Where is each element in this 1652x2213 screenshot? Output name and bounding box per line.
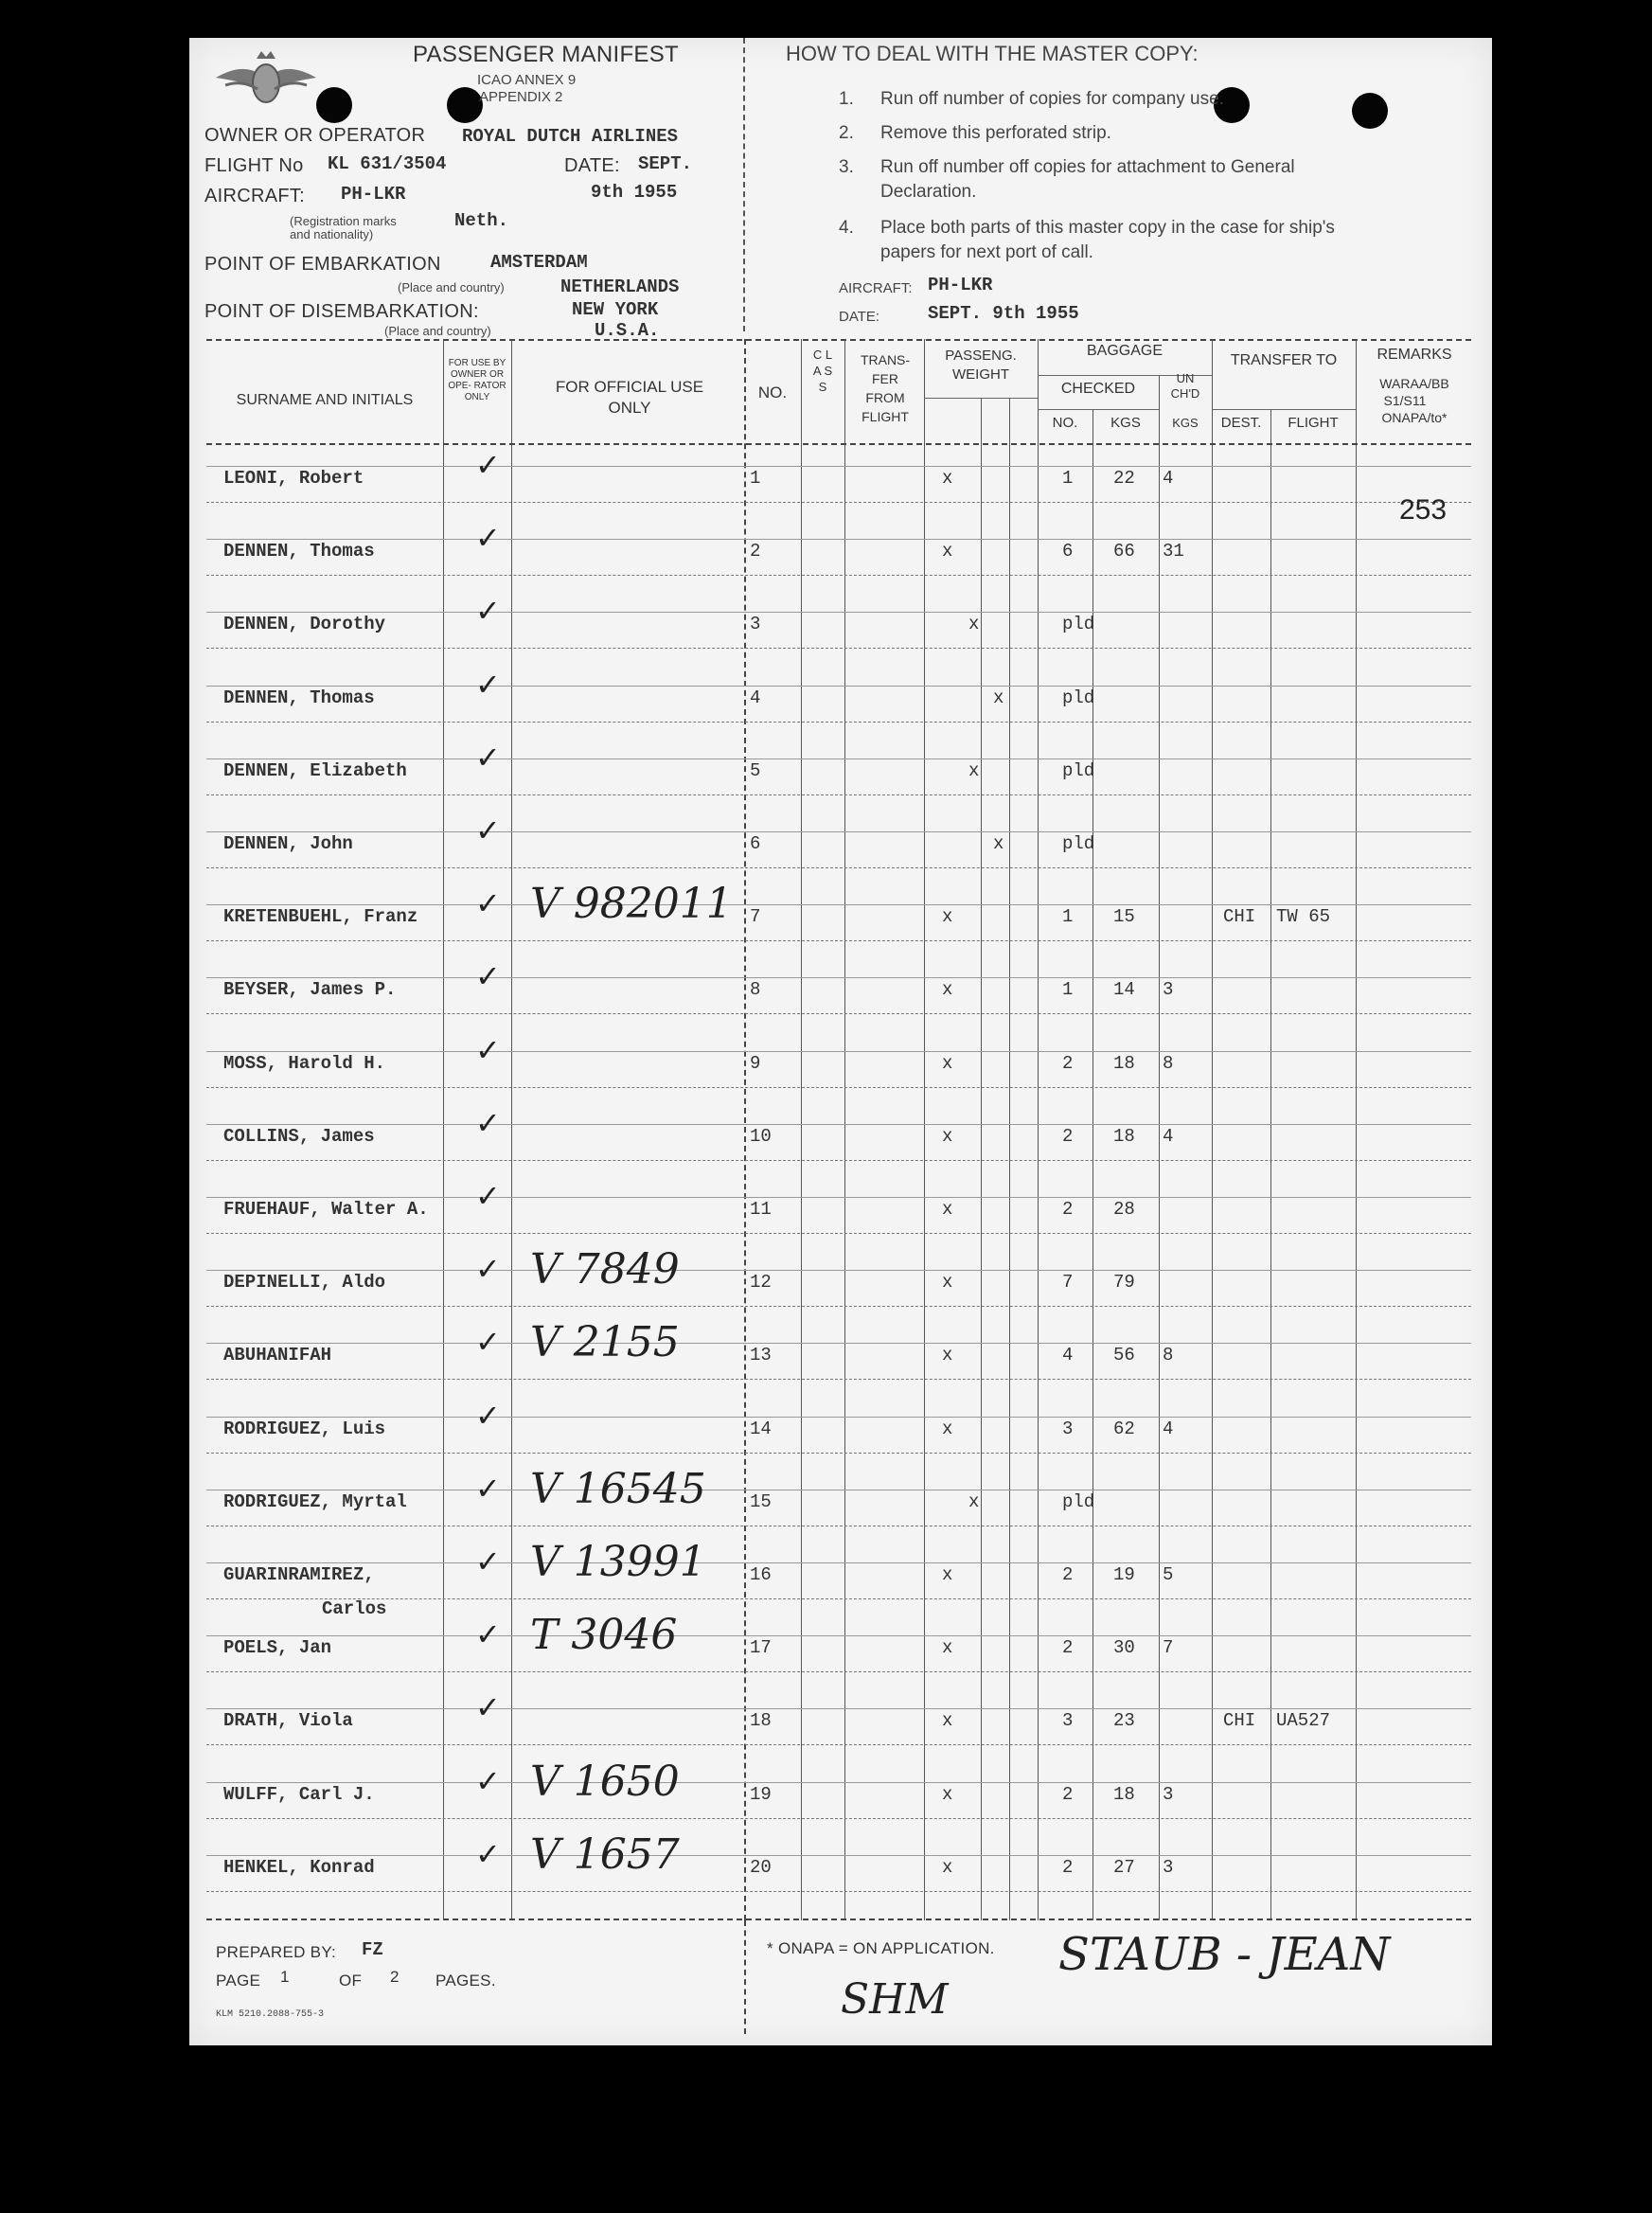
passenger-weight-mark: x bbox=[942, 906, 953, 928]
prepared-by-value: FZ bbox=[362, 1939, 383, 1960]
baggage-count: 7 bbox=[1062, 1272, 1074, 1294]
instruction-4-num: 4. bbox=[839, 218, 854, 238]
row-divider bbox=[206, 1343, 1471, 1344]
header-bag-no: NO. bbox=[1052, 415, 1078, 431]
disembarkation-label: POINT OF DISEMBARKATION: bbox=[204, 301, 479, 322]
embarkation-country: NETHERLANDS bbox=[560, 277, 680, 297]
baggage-kgs: 27 bbox=[1113, 1856, 1135, 1878]
baggage-kgs: 79 bbox=[1113, 1272, 1135, 1294]
row-divider bbox=[206, 1087, 1471, 1088]
col-line-weight bbox=[924, 339, 925, 1920]
passenger-weight-mark: x bbox=[942, 1564, 953, 1585]
header-kgs: KGS bbox=[1110, 415, 1141, 431]
owner-check-mark-icon: ✓ bbox=[475, 593, 501, 630]
owner-check-mark-icon: ✓ bbox=[475, 1470, 501, 1507]
passenger-name: MOSS, Harold H. bbox=[223, 1052, 386, 1074]
passenger-weight-mark: x bbox=[942, 1125, 953, 1147]
baggage-kgs: 14 bbox=[1113, 979, 1135, 1001]
owner-value: ROYAL DUTCH AIRLINES bbox=[462, 126, 679, 147]
owner-check-mark-icon: ✓ bbox=[475, 1031, 501, 1068]
passenger-no: 13 bbox=[750, 1345, 772, 1366]
row-divider bbox=[206, 1160, 1471, 1161]
baggage-kgs: 15 bbox=[1113, 906, 1135, 928]
unchecked-kgs: 31 bbox=[1163, 541, 1184, 562]
passenger-no: 12 bbox=[750, 1272, 772, 1294]
weight-header-line bbox=[924, 398, 1038, 399]
passenger-no: 17 bbox=[750, 1637, 772, 1659]
page-number-stamp: 253 bbox=[1399, 494, 1448, 526]
baggage-count: 2 bbox=[1062, 1637, 1074, 1659]
row-divider bbox=[206, 1598, 1471, 1599]
official-use-handwritten: V 982011 bbox=[530, 880, 733, 929]
aircraft-value: PH-LKR bbox=[341, 184, 406, 205]
passenger-weight-mark: x bbox=[942, 541, 953, 562]
passenger-weight-mark: x bbox=[942, 1052, 953, 1074]
page-label: PAGE bbox=[216, 1972, 261, 1990]
instruction-4-cont: papers for next port of call. bbox=[880, 242, 1093, 262]
passenger-weight-mark: x bbox=[942, 1199, 953, 1220]
col-line-owner-end bbox=[511, 339, 512, 1920]
row-divider bbox=[206, 1671, 1471, 1672]
unchecked-kgs: 3 bbox=[1163, 979, 1174, 1001]
form-subtitle-annex: ICAO ANNEX 9 bbox=[477, 72, 577, 88]
unchecked-kgs: 5 bbox=[1163, 1564, 1174, 1585]
disembarkation-city: NEW YORK bbox=[572, 299, 659, 320]
baggage-count: 2 bbox=[1062, 1783, 1074, 1805]
col-line-flight bbox=[1270, 409, 1271, 1920]
row-divider bbox=[206, 1013, 1471, 1014]
header-class: C L A S S bbox=[812, 348, 833, 394]
passenger-name: DENNEN, Elizabeth bbox=[223, 759, 407, 781]
col-line-transfer-to bbox=[1212, 339, 1213, 1920]
baggage-count: 2 bbox=[1062, 1052, 1074, 1074]
passenger-name: COLLINS, James bbox=[223, 1125, 375, 1147]
passenger-name: DENNEN, John bbox=[223, 833, 353, 854]
row-divider bbox=[206, 539, 1471, 540]
passenger-no: 6 bbox=[750, 833, 761, 854]
passenger-weight-mark: x bbox=[993, 833, 1004, 854]
header-baggage: BAGGAGE bbox=[1086, 343, 1164, 359]
row-divider bbox=[206, 722, 1471, 723]
passenger-weight-mark: x bbox=[942, 1710, 953, 1732]
of-value: 2 bbox=[390, 1968, 400, 1986]
baggage-count: 1 bbox=[1062, 468, 1074, 489]
row-divider bbox=[206, 1306, 1471, 1307]
baggage-kgs: 23 bbox=[1113, 1710, 1135, 1732]
passenger-name: KRETENBUEHL, Franz bbox=[223, 906, 418, 928]
baggage-count: pld bbox=[1062, 687, 1095, 708]
baggage-count: 2 bbox=[1062, 1125, 1074, 1147]
signature-name: STAUB - JEAN bbox=[1058, 1928, 1391, 1981]
of-label: OF bbox=[339, 1972, 363, 1990]
header-surname: SURNAME AND INITIALS bbox=[236, 392, 414, 408]
header-transfer-from: TRANS- FER FROM FLIGHT bbox=[860, 352, 911, 424]
passenger-weight-mark: x bbox=[942, 1856, 953, 1878]
header-divider bbox=[743, 38, 745, 331]
passenger-name-continued: Carlos bbox=[322, 1598, 387, 1619]
flight-value: KL 631/3504 bbox=[328, 153, 447, 174]
date-value-month: SEPT. bbox=[638, 153, 693, 174]
owner-check-mark-icon: ✓ bbox=[475, 1835, 501, 1872]
baggage-count: 2 bbox=[1062, 1564, 1074, 1585]
passenger-no: 2 bbox=[750, 541, 761, 562]
header-no: NO. bbox=[757, 384, 788, 402]
header-remarks-s1: S1/S11 bbox=[1383, 393, 1427, 408]
klm-logo-icon bbox=[214, 44, 318, 119]
passenger-name: DEPINELLI, Aldo bbox=[223, 1272, 386, 1294]
official-use-handwritten: V 1657 bbox=[530, 1829, 680, 1879]
official-use-handwritten: V 2155 bbox=[530, 1318, 680, 1367]
transfer-flight: UA527 bbox=[1276, 1710, 1331, 1732]
row-divider bbox=[206, 686, 1471, 687]
col-line-baggage bbox=[1038, 339, 1039, 1920]
transfer-flight: TW 65 bbox=[1276, 906, 1331, 928]
row-divider bbox=[206, 1891, 1471, 1892]
passenger-no: 3 bbox=[750, 614, 761, 635]
row-divider bbox=[206, 648, 1471, 649]
unchecked-kgs: 3 bbox=[1163, 1783, 1174, 1805]
checked-header-line bbox=[1038, 409, 1159, 410]
passenger-name: BEYSER, James P. bbox=[223, 979, 397, 1001]
instruction-4-text: Place both parts of this master copy in the case for ship's bbox=[880, 218, 1335, 238]
passenger-no: 5 bbox=[750, 759, 761, 781]
baggage-count: 4 bbox=[1062, 1345, 1074, 1366]
passenger-no: 4 bbox=[750, 687, 761, 708]
row-divider bbox=[206, 1818, 1471, 1819]
header-remarks: REMARKS bbox=[1377, 347, 1452, 363]
passenger-weight-mark: x bbox=[942, 979, 953, 1001]
header-dest: DEST. bbox=[1220, 415, 1262, 431]
unchecked-kgs: 8 bbox=[1163, 1345, 1174, 1366]
baggage-count: 2 bbox=[1062, 1856, 1074, 1878]
pages-label: PAGES. bbox=[435, 1972, 496, 1990]
passenger-name: DENNEN, Thomas bbox=[223, 687, 375, 708]
unchecked-kgs: 4 bbox=[1163, 1418, 1174, 1439]
passenger-no: 9 bbox=[750, 1052, 761, 1074]
baggage-kgs: 66 bbox=[1113, 541, 1135, 562]
row-divider bbox=[206, 1453, 1471, 1454]
page-value: 1 bbox=[280, 1968, 290, 1986]
row-divider bbox=[206, 1855, 1471, 1856]
passenger-no: 11 bbox=[750, 1199, 772, 1220]
header-owner-use: FOR USE BY OWNER OR OPE- RATOR ONLY bbox=[448, 358, 506, 402]
passenger-name: POELS, Jan bbox=[223, 1637, 332, 1659]
row-divider bbox=[206, 1782, 1471, 1783]
header-remarks-onapa: ONAPA/to* bbox=[1381, 410, 1448, 425]
baggage-count: pld bbox=[1062, 614, 1095, 635]
signature-initials: SHM bbox=[841, 1975, 949, 2024]
passenger-no: 10 bbox=[750, 1125, 772, 1147]
row-divider bbox=[206, 904, 1471, 905]
passenger-name: DENNEN, Thomas bbox=[223, 541, 375, 562]
passenger-weight-mark: x bbox=[968, 614, 980, 635]
disembarkation-place-note: (Place and country) bbox=[384, 324, 491, 338]
col-line-no bbox=[744, 339, 746, 1920]
row-divider bbox=[206, 1562, 1471, 1563]
header-unchecked: UN CH'D bbox=[1170, 371, 1200, 401]
punch-hole bbox=[447, 87, 483, 123]
baggage-count: 3 bbox=[1062, 1418, 1074, 1439]
row-divider bbox=[206, 575, 1471, 576]
passenger-weight-mark: x bbox=[942, 1637, 953, 1659]
col-line-unchecked bbox=[1159, 375, 1160, 1920]
row-divider bbox=[206, 831, 1471, 832]
passenger-weight-mark: x bbox=[968, 1490, 980, 1512]
unchecked-kgs: 8 bbox=[1163, 1052, 1174, 1074]
passenger-name: RODRIGUEZ, Myrtal bbox=[223, 1490, 407, 1512]
unchecked-kgs: 3 bbox=[1163, 1856, 1174, 1878]
row-divider bbox=[206, 502, 1471, 503]
registration-note-1: (Registration marks bbox=[290, 214, 397, 228]
baggage-kgs: 18 bbox=[1113, 1783, 1135, 1805]
owner-check-mark-icon: ✓ bbox=[475, 812, 501, 848]
owner-check-mark-icon: ✓ bbox=[475, 958, 501, 995]
footer-divider bbox=[744, 1920, 746, 2034]
col-line-owner bbox=[443, 339, 444, 1920]
row-divider bbox=[206, 940, 1471, 941]
row-divider bbox=[206, 1270, 1471, 1271]
owner-check-mark-icon: ✓ bbox=[475, 1178, 501, 1214]
official-use-handwritten: T 3046 bbox=[530, 1611, 678, 1660]
baggage-count: 3 bbox=[1062, 1710, 1074, 1732]
passenger-no: 7 bbox=[750, 906, 761, 928]
header-flight: FLIGHT bbox=[1288, 415, 1339, 431]
baggage-kgs: 18 bbox=[1113, 1052, 1135, 1074]
baggage-kgs: 30 bbox=[1113, 1637, 1135, 1659]
prepared-by-label: PREPARED BY: bbox=[216, 1943, 337, 1961]
owner-check-mark-icon: ✓ bbox=[475, 1689, 501, 1726]
row-divider bbox=[206, 867, 1471, 868]
row-divider bbox=[206, 1233, 1471, 1234]
transfer-header-line bbox=[1212, 409, 1356, 410]
row-divider bbox=[206, 1744, 1471, 1745]
row-divider bbox=[206, 977, 1471, 978]
instruction-3-text: Run off number off copies for attachment to General bbox=[880, 157, 1295, 177]
passenger-no: 8 bbox=[750, 979, 761, 1001]
baggage-count: 6 bbox=[1062, 541, 1074, 562]
instruction-1-num: 1. bbox=[839, 89, 854, 109]
header-transfer-to: TRANSFER TO bbox=[1230, 352, 1338, 368]
passenger-name: DRATH, Viola bbox=[223, 1710, 353, 1732]
passenger-no: 15 bbox=[750, 1490, 772, 1512]
passenger-weight-mark: x bbox=[993, 687, 1004, 708]
owner-check-mark-icon: ✓ bbox=[475, 1616, 501, 1653]
punch-hole bbox=[1352, 93, 1388, 129]
embarkation-place-note: (Place and country) bbox=[398, 280, 505, 294]
baggage-kgs: 19 bbox=[1113, 1564, 1135, 1585]
date-label: DATE: bbox=[564, 155, 620, 176]
passenger-weight-mark: x bbox=[942, 1418, 953, 1439]
form-subtitle-appendix: APPENDIX 2 bbox=[479, 89, 563, 105]
instruction-2-text: Remove this perforated strip. bbox=[880, 123, 1111, 143]
disembarkation-country: U.S.A. bbox=[595, 320, 660, 341]
owner-check-mark-icon: ✓ bbox=[475, 520, 501, 557]
passenger-weight-mark: x bbox=[942, 468, 953, 489]
embarkation-city: AMSTERDAM bbox=[490, 252, 588, 273]
passenger-no: 16 bbox=[750, 1564, 772, 1585]
row-divider bbox=[206, 612, 1471, 613]
passenger-weight-mark: x bbox=[942, 1783, 953, 1805]
passenger-name: ABUHANIFAH bbox=[223, 1345, 332, 1366]
baggage-kgs: 28 bbox=[1113, 1199, 1135, 1220]
baggage-count: pld bbox=[1062, 1490, 1095, 1512]
passenger-weight-mark: x bbox=[942, 1272, 953, 1294]
punch-hole bbox=[316, 87, 352, 123]
instructions-date-label: DATE: bbox=[839, 309, 880, 325]
form-code: KLM 5210.2088-755-3 bbox=[216, 2009, 325, 2020]
passenger-no: 20 bbox=[750, 1856, 772, 1878]
owner-check-mark-icon: ✓ bbox=[475, 1762, 501, 1799]
transfer-dest: CHI bbox=[1223, 906, 1256, 928]
unchecked-kgs: 4 bbox=[1163, 1125, 1174, 1147]
passenger-no: 18 bbox=[750, 1710, 772, 1732]
baggage-kgs: 18 bbox=[1113, 1125, 1135, 1147]
embarkation-label: POINT OF EMBARKATION bbox=[204, 254, 441, 275]
instructions-title: HOW TO DEAL WITH THE MASTER COPY: bbox=[786, 42, 1199, 65]
baggage-count: pld bbox=[1062, 759, 1095, 781]
registration-note-2: and nationality) bbox=[290, 227, 374, 241]
row-divider bbox=[206, 466, 1471, 467]
row-divider bbox=[206, 794, 1471, 795]
table-top-border bbox=[206, 339, 1471, 341]
official-use-handwritten: V 13991 bbox=[530, 1538, 706, 1586]
unchecked-kgs: 7 bbox=[1163, 1637, 1174, 1659]
passenger-name: GUARINRAMIREZ, bbox=[223, 1564, 375, 1585]
official-use-handwritten: V 7849 bbox=[530, 1245, 680, 1294]
unchecked-kgs: 4 bbox=[1163, 468, 1174, 489]
official-use-handwritten: V 1650 bbox=[530, 1757, 680, 1806]
transfer-dest: CHI bbox=[1223, 1710, 1256, 1732]
onapa-note: * ONAPA = ON APPLICATION. bbox=[767, 1939, 995, 1957]
manifest-sheet bbox=[189, 38, 1492, 2045]
passenger-no: 1 bbox=[750, 468, 761, 489]
header-checked: CHECKED bbox=[1060, 381, 1136, 397]
row-divider bbox=[206, 1197, 1471, 1198]
owner-check-mark-icon: ✓ bbox=[475, 739, 501, 776]
owner-check-mark-icon: ✓ bbox=[475, 1104, 501, 1141]
table-header-bottom bbox=[206, 443, 1471, 445]
baggage-kgs: 22 bbox=[1113, 468, 1135, 489]
passenger-name: RODRIGUEZ, Luis bbox=[223, 1418, 386, 1439]
instructions-aircraft-value: PH-LKR bbox=[928, 275, 993, 295]
row-divider bbox=[206, 1708, 1471, 1709]
passenger-name: HENKEL, Konrad bbox=[223, 1856, 375, 1878]
baggage-count: pld bbox=[1062, 833, 1095, 854]
header-unchecked-kgs: KGS bbox=[1172, 416, 1199, 430]
passenger-no: 14 bbox=[750, 1418, 772, 1439]
baggage-kgs: 62 bbox=[1113, 1418, 1135, 1439]
row-divider bbox=[206, 758, 1471, 759]
row-divider bbox=[206, 1051, 1471, 1052]
header-official-use: FOR OFFICIAL USE ONLY bbox=[555, 378, 704, 417]
passenger-no: 19 bbox=[750, 1783, 772, 1805]
passenger-weight-mark: x bbox=[942, 1345, 953, 1366]
header-passenger-weight: PASSENG. WEIGHT bbox=[945, 348, 1017, 383]
owner-label: OWNER OR OPERATOR bbox=[204, 125, 426, 146]
instruction-1-text: Run off number of copies for company use. bbox=[880, 89, 1224, 109]
col-line-class bbox=[801, 339, 802, 1920]
owner-check-mark-icon: ✓ bbox=[475, 1544, 501, 1579]
passenger-name: DENNEN, Dorothy bbox=[223, 614, 386, 635]
instruction-3-cont: Declaration. bbox=[880, 182, 977, 202]
owner-check-mark-icon: ✓ bbox=[475, 1251, 501, 1288]
passenger-weight-mark: x bbox=[968, 759, 980, 781]
official-use-handwritten: V 16545 bbox=[530, 1464, 706, 1513]
registration-value: Neth. bbox=[454, 210, 509, 231]
col-line-remarks bbox=[1356, 339, 1357, 1920]
owner-check-mark-icon: ✓ bbox=[475, 1397, 501, 1434]
owner-check-mark-icon: ✓ bbox=[475, 885, 501, 922]
table-bottom-border bbox=[206, 1919, 1471, 1920]
row-divider bbox=[206, 1379, 1471, 1380]
baggage-kgs: 56 bbox=[1113, 1345, 1135, 1366]
date-value-day: 9th 1955 bbox=[591, 182, 678, 203]
header-remarks-waraa: WARAA/BB bbox=[1379, 376, 1449, 391]
owner-check-mark-icon: ✓ bbox=[475, 666, 501, 703]
instruction-3-num: 3. bbox=[839, 157, 854, 177]
form-title: PASSENGER MANIFEST bbox=[413, 42, 680, 67]
row-divider bbox=[206, 1124, 1471, 1125]
instruction-2-num: 2. bbox=[839, 123, 854, 143]
col-line-transfer-from bbox=[844, 339, 845, 1920]
flight-label: FLIGHT No bbox=[204, 155, 304, 176]
baggage-count: 2 bbox=[1062, 1199, 1074, 1220]
owner-check-mark-icon: ✓ bbox=[475, 447, 501, 483]
aircraft-label: AIRCRAFT: bbox=[204, 186, 306, 206]
instructions-aircraft-label: AIRCRAFT: bbox=[839, 280, 913, 296]
col-line-kgs bbox=[1092, 409, 1093, 1920]
baggage-count: 1 bbox=[1062, 979, 1074, 1001]
row-divider bbox=[206, 1635, 1471, 1636]
row-divider bbox=[206, 1417, 1471, 1418]
passenger-name: FRUEHAUF, Walter A. bbox=[223, 1199, 429, 1220]
owner-check-mark-icon: ✓ bbox=[475, 1324, 501, 1361]
instructions-date-value: SEPT. 9th 1955 bbox=[928, 303, 1079, 324]
passenger-name: WULFF, Carl J. bbox=[223, 1783, 375, 1805]
passenger-name: LEONI, Robert bbox=[223, 468, 364, 489]
baggage-count: 1 bbox=[1062, 906, 1074, 928]
